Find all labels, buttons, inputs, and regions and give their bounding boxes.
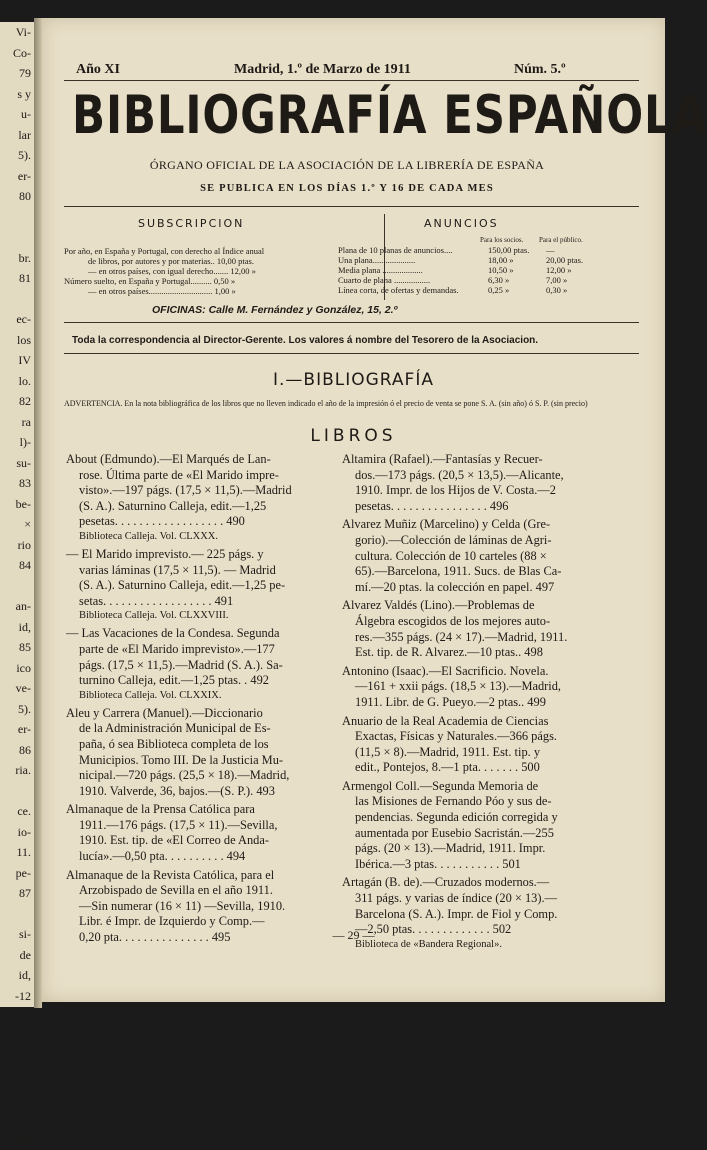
entry-line: (11,5 × 8).—Madrid, 1911. Est. tip. y — [355, 744, 541, 759]
left-margin-fragment — [0, 207, 34, 228]
left-margin-fragment: × — [24, 517, 31, 531]
ads-row — [338, 245, 593, 255]
book-gutter — [34, 18, 42, 1008]
entry-line: varias láminas (17,5 × 11,5). — Madrid — [79, 562, 276, 577]
entry-line: Exactas, Físicas y Naturales.—366 págs. — [355, 729, 557, 744]
ads-row-label: Una plana.................... — [338, 255, 416, 265]
official-organ-line: ÓRGANO OFICIAL DE LA ASOCIACIÓN DE LA LIBRERÍA DE ESPAÑA — [149, 158, 545, 172]
subscription-title: SUBSCRIPCION — [138, 217, 245, 230]
section-heading: I.—BIBLIOGRAFÍA — [273, 370, 434, 390]
issue-date: Madrid, 1.º de Marzo de 1911 — [234, 62, 411, 77]
bibliography-entry — [342, 598, 607, 660]
left-margin-fragment: br. — [18, 250, 31, 265]
left-margin-fragment: 89 — [19, 1132, 31, 1146]
ads-row-publico: 12,00 » — [546, 265, 572, 275]
left-margin-fragment: s y — [17, 86, 31, 101]
left-margin-fragment: l)- — [19, 435, 31, 449]
bibliography-entry — [66, 626, 336, 702]
entry-line: Anuario de la Real Academia de Ciencias — [342, 713, 549, 728]
left-margin-fragment: lo. — [18, 373, 31, 388]
correspondence-note: Toda la correspondencia al Director-Gerente. Los valores á nombre del Tesorero de la Asociacion. — [72, 335, 539, 346]
bibliography-entry — [342, 664, 607, 711]
entry-line: pesetas. . . . . . . . . . . . . . . . 496 — [355, 498, 509, 513]
subscription-line: Número suelto, en España y Portugal.......... 0,50 » — [64, 276, 236, 286]
left-column-entries — [66, 452, 336, 949]
entry-line: dos.—173 págs. (20,5 × 13,5).—Alicante, — [355, 467, 564, 482]
entry-line: cultura. Colección de 10 carteles (88 × — [355, 548, 547, 563]
subscription-rates — [64, 246, 354, 296]
entry-line: —2,50 ptas. . . . . . . . . . . . . 502 — [355, 922, 512, 937]
entry-line: paña, ó sea Biblioteca completa de los — [79, 736, 269, 751]
left-margin-fragment: ce. — [17, 804, 31, 818]
ads-row-publico: 20,00 ptas. — [546, 255, 584, 265]
left-margin-fragment: u- — [21, 107, 31, 121]
rule-under-masthead — [64, 206, 639, 207]
left-margin-fragment — [0, 227, 34, 248]
left-margin-fragment — [0, 576, 34, 597]
left-margin-fragment: IV — [18, 353, 31, 367]
entry-line: — Las Vacaciones de la Condesa. Segunda — [66, 626, 280, 641]
entry-line: Libr. é Impr. de Izquierdo y Comp.— — [79, 914, 265, 929]
entry-line: parte de «El Marido imprevisto».—177 — [79, 641, 275, 656]
bibliography-entry — [342, 779, 607, 873]
left-margin-fragment: los — [16, 332, 31, 347]
bibliography-entry — [342, 452, 607, 514]
entry-line: pesetas. . . . . . . . . . . . . . . . . . 490 — [79, 514, 245, 529]
ads-rates-table — [338, 245, 593, 295]
entry-line: aumentada por Eusebio Sacristán.—255 — [355, 825, 554, 840]
left-margin-fragment: id, — [18, 619, 31, 634]
entry-line: edit., Pontejos, 8.—1 pta. . . . . . . 500 — [355, 760, 540, 775]
entry-line: Arzobispado de Sevilla en el año 1911. — [79, 883, 273, 898]
entry-line: Artagán (B. de).—Cruzados modernos.— — [342, 875, 550, 890]
entry-line: Municipios. Tomo III. De la Justicia Mu- — [79, 752, 284, 767]
entry-line: rose. Última parte de «El Marido impre- — [79, 467, 279, 482]
ads-col-publico: Para el público. — [539, 236, 583, 244]
entry-line: 1911.—176 págs. (17,5 × 11).—Sevilla, — [79, 817, 278, 832]
entry-collection: Biblioteca Calleja. Vol. CLXXVIII. — [79, 610, 229, 622]
left-margin-fragment: 85 — [19, 640, 31, 654]
entry-line: 1910. Est. tip. de «El Correo de Anda- — [79, 833, 269, 848]
entry-line: lucía».—0,50 pta. . . . . . . . . . 494 — [79, 849, 246, 864]
left-margin-fragment — [0, 289, 34, 310]
issue-number: Núm. 5.º — [514, 62, 566, 77]
ads-row-socios: 150,00 ptas. — [488, 245, 530, 255]
left-margin-fragment: 80 — [19, 189, 31, 203]
rule-above-correspondence — [64, 322, 639, 323]
entry-line: Alvarez Valdés (Lino).—Problemas de — [342, 598, 535, 613]
left-margin-fragment: 83 — [19, 476, 31, 490]
entry-line: res.—355 págs. (24 × 17).—Madrid, 1911. — [355, 629, 568, 644]
entry-line: visto».—197 págs. (17,5 × 11,5).—Madrid — [79, 483, 292, 498]
entry-collection: Biblioteca Calleja. Vol. CLXXIX. — [79, 689, 222, 701]
left-margin-fragment: -12 — [15, 988, 31, 1003]
entry-line: About (Edmundo).—El Marqués de Lan- — [66, 452, 271, 466]
left-margin-fragment: su- — [16, 455, 31, 470]
right-column-entries — [342, 452, 607, 955]
ads-row-publico: 7,00 » — [546, 275, 568, 285]
left-margin-fragment — [0, 904, 34, 925]
subscription-line: de libros, por autores y por materias.. 10,00 ptas. — [88, 256, 254, 266]
entry-line: Alvarez Muñiz (Marcelino) y Celda (Gre- — [342, 517, 551, 532]
bibliography-entry — [66, 802, 336, 864]
left-margin-fragment: 84 — [19, 558, 31, 572]
entry-line: 65).—Barcelona, 1911. Sucs. de Blas Ca- — [355, 564, 562, 579]
libros-heading: LIBROS — [310, 426, 397, 446]
entry-line: 311 págs. y varias de índice (20 × 13).— — [355, 891, 557, 906]
bibliography-entry — [342, 714, 607, 776]
entry-collection: Biblioteca de «Bandera Regional». — [355, 938, 502, 950]
entry-line: las Misiones de Fernando Póo y sus de- — [355, 794, 552, 809]
ads-row-socios: 18,00 » — [488, 255, 514, 265]
entry-line: setas. . . . . . . . . . . . . . . . . . 491 — [79, 593, 234, 608]
left-margin-fragment: Vi- — [15, 25, 31, 39]
left-margin-fragment: de — [19, 1111, 31, 1126]
left-page-edge — [0, 22, 35, 1146]
left-margin-fragment: si- — [19, 927, 31, 941]
entry-line: gorio).—Colección de láminas de Agri- — [355, 532, 552, 547]
bibliography-entry — [342, 517, 607, 595]
left-margin-fragment: er- — [17, 168, 31, 183]
publication-days: SE PUBLICA EN LOS DÍAS 1.º Y 16 DE CADA MES — [200, 183, 494, 194]
entry-line: mí.—20 ptas. la colección en papel. 497 — [355, 579, 555, 594]
left-margin-fragment: La- — [14, 1070, 31, 1085]
bibliography-entry — [66, 547, 336, 623]
entry-line: Est. tip. de R. Alvarez.—10 ptas.. 498 — [355, 645, 543, 660]
entry-line: —Sin numerar (16 × 11) —Sevilla, 1910. — [79, 898, 286, 913]
entry-line: —161 + xxii págs. (18,5 × 13).—Madrid, — [355, 679, 562, 694]
left-margin-fragment: ec- — [16, 312, 31, 326]
left-margin-fragment: rio — [17, 537, 31, 552]
left-margin-fragment: Co- — [13, 45, 31, 60]
ads-row — [338, 255, 593, 265]
entry-line: 1910. Valverde, 36, bajos.—(S. P.). 493 — [79, 783, 275, 798]
left-margin-fragment — [0, 781, 34, 802]
ads-row — [338, 265, 593, 275]
entry-line: Álgebra escogidos de los mejores auto- — [355, 613, 551, 628]
left-margin-fragment: pe- — [15, 865, 31, 880]
subscription-line: — en otros países, con igual derecho....... 12,00 » — [88, 266, 256, 276]
entry-line: (S. A.). Saturnino Calleja, edit.—1,25 pe- — [79, 578, 286, 593]
ads-title: ANUNCIOS — [424, 217, 499, 230]
left-margin-fragment: ca. — [17, 1050, 31, 1064]
left-margin-fragment — [0, 1027, 34, 1048]
left-margin-fragment: id, — [18, 968, 31, 982]
entry-line: turnino Calleja, edit.—1,25 ptas. . 492 — [79, 673, 269, 688]
entry-line: 0,20 pta. . . . . . . . . . . . . . . 495 — [79, 930, 231, 945]
left-margin-fragment: 79 — [19, 66, 31, 80]
left-margin-fragment: ria. — [15, 763, 31, 777]
entry-line: págs. (17,5 × 11,5).—Madrid (S. A.). Sa- — [79, 657, 283, 672]
left-margin-fragment: ico — [16, 660, 31, 675]
entry-line: Armengol Coll.—Segunda Memoria de — [342, 778, 539, 793]
entry-line: Almanaque de la Prensa Católica para — [66, 802, 255, 817]
left-margin-fragment: lar — [18, 127, 31, 142]
entry-line: 1910. Impr. de los Hijos de V. Costa.—2 — [355, 483, 556, 498]
rule-under-correspondence — [64, 353, 639, 354]
left-margin-fragment: 5). — [18, 701, 31, 716]
issue-year: Año XI — [76, 62, 120, 77]
left-margin-fragment: 5). — [18, 148, 31, 162]
page-title: BIBLIOGRAFÍA ESPAÑOLA — [72, 85, 707, 146]
entry-line: Barcelona (S. A.). Impr. de Fiol y Comp. — [355, 906, 558, 921]
ads-row-label: Plana de 10 planas de anuncios.... — [338, 245, 453, 255]
entry-line: (S. A.). Saturnino Calleja, edit.—1,25 — [79, 498, 267, 513]
ads-row-publico: — — [546, 245, 555, 255]
subscription-line: Por año, en España y Portugal, con derecho al Índice anual — [64, 246, 265, 256]
left-margin-fragment: 86 — [19, 742, 31, 757]
ads-col-socios: Para los socios. — [480, 236, 524, 244]
entry-line: pendencias. Segunda edición corregida y — [355, 810, 558, 825]
entry-line: Ibérica.—3 ptas. . . . . . . . . . . 501 — [355, 856, 521, 871]
page-number: — 29 — — [332, 928, 375, 942]
entry-line: págs. (20 × 13).—Madrid, 1911. Impr. — [355, 841, 546, 856]
left-margin-fragment: 22 — [19, 1091, 31, 1105]
ads-row-socios: 10,50 » — [488, 265, 514, 275]
entry-line: — El Marido imprevisto.— 225 págs. y — [66, 546, 264, 561]
entry-line: de la Administración Municipal de Es- — [79, 721, 271, 736]
bibliography-entry — [66, 452, 336, 544]
ads-row-socios: 6,30 » — [488, 275, 510, 285]
header-rule — [64, 80, 639, 81]
entry-line: nicipal.—720 págs. (25,5 × 18).—Madrid, — [79, 768, 290, 783]
left-margin-fragment: 88 — [19, 1009, 31, 1023]
ads-row — [338, 285, 593, 295]
left-margin-fragment: ra — [21, 414, 31, 429]
entry-line: Altamira (Rafael).—Fantasías y Recuer- — [342, 452, 543, 466]
ads-row-label: Media plana ................... — [338, 265, 423, 275]
left-margin-fragment: an- — [15, 599, 31, 613]
left-margin-fragment: er- — [17, 722, 31, 736]
left-margin-fragment: 81 — [19, 271, 31, 285]
ads-row-label: Cuarto de plana ................. — [338, 275, 431, 285]
entry-collection: Biblioteca Calleja. Vol. CLXXX. — [79, 530, 219, 542]
journal-page — [42, 18, 707, 1002]
ads-row — [338, 275, 593, 285]
offices-address: OFICINAS: Calle M. Fernández y González, 15, 2.º — [152, 304, 398, 316]
entry-line: Almanaque de la Revista Católica, para el — [66, 867, 275, 882]
left-margin-fragment: io- — [17, 824, 31, 839]
left-margin-fragment: ve- — [15, 681, 31, 695]
ads-row-label: Línea corta, de ofertas y demandas. — [338, 285, 459, 295]
ads-row-socios: 0,25 » — [488, 285, 510, 295]
left-margin-fragment: 82 — [19, 394, 31, 408]
advertencia-note: ADVERTENCIA. En la nota bibliográfica de los libros que no lleven indicado el año de la impresión ó el precio de venta se pone S. A. (sin año) ó S. P. (sin precio) — [64, 399, 588, 408]
subscription-line: — en otros países.............................. 1,00 » — [88, 286, 236, 296]
left-margin-fragment: be- — [15, 496, 31, 511]
left-margin-fragment: 87 — [19, 886, 31, 900]
left-margin-fragment: 11. — [16, 845, 31, 859]
bibliography-entry — [66, 706, 336, 800]
ads-row-publico: 0,30 » — [546, 285, 568, 295]
left-margin-fragment: de — [19, 947, 31, 962]
entry-line: Antonino (Isaac).—El Sacrificio. Novela. — [342, 663, 549, 678]
entry-line: Aleu y Carrera (Manuel).—Diccionario — [66, 705, 263, 720]
entry-line: 1911. Libr. de G. Pueyo.—2 ptas.. 499 — [355, 694, 546, 709]
